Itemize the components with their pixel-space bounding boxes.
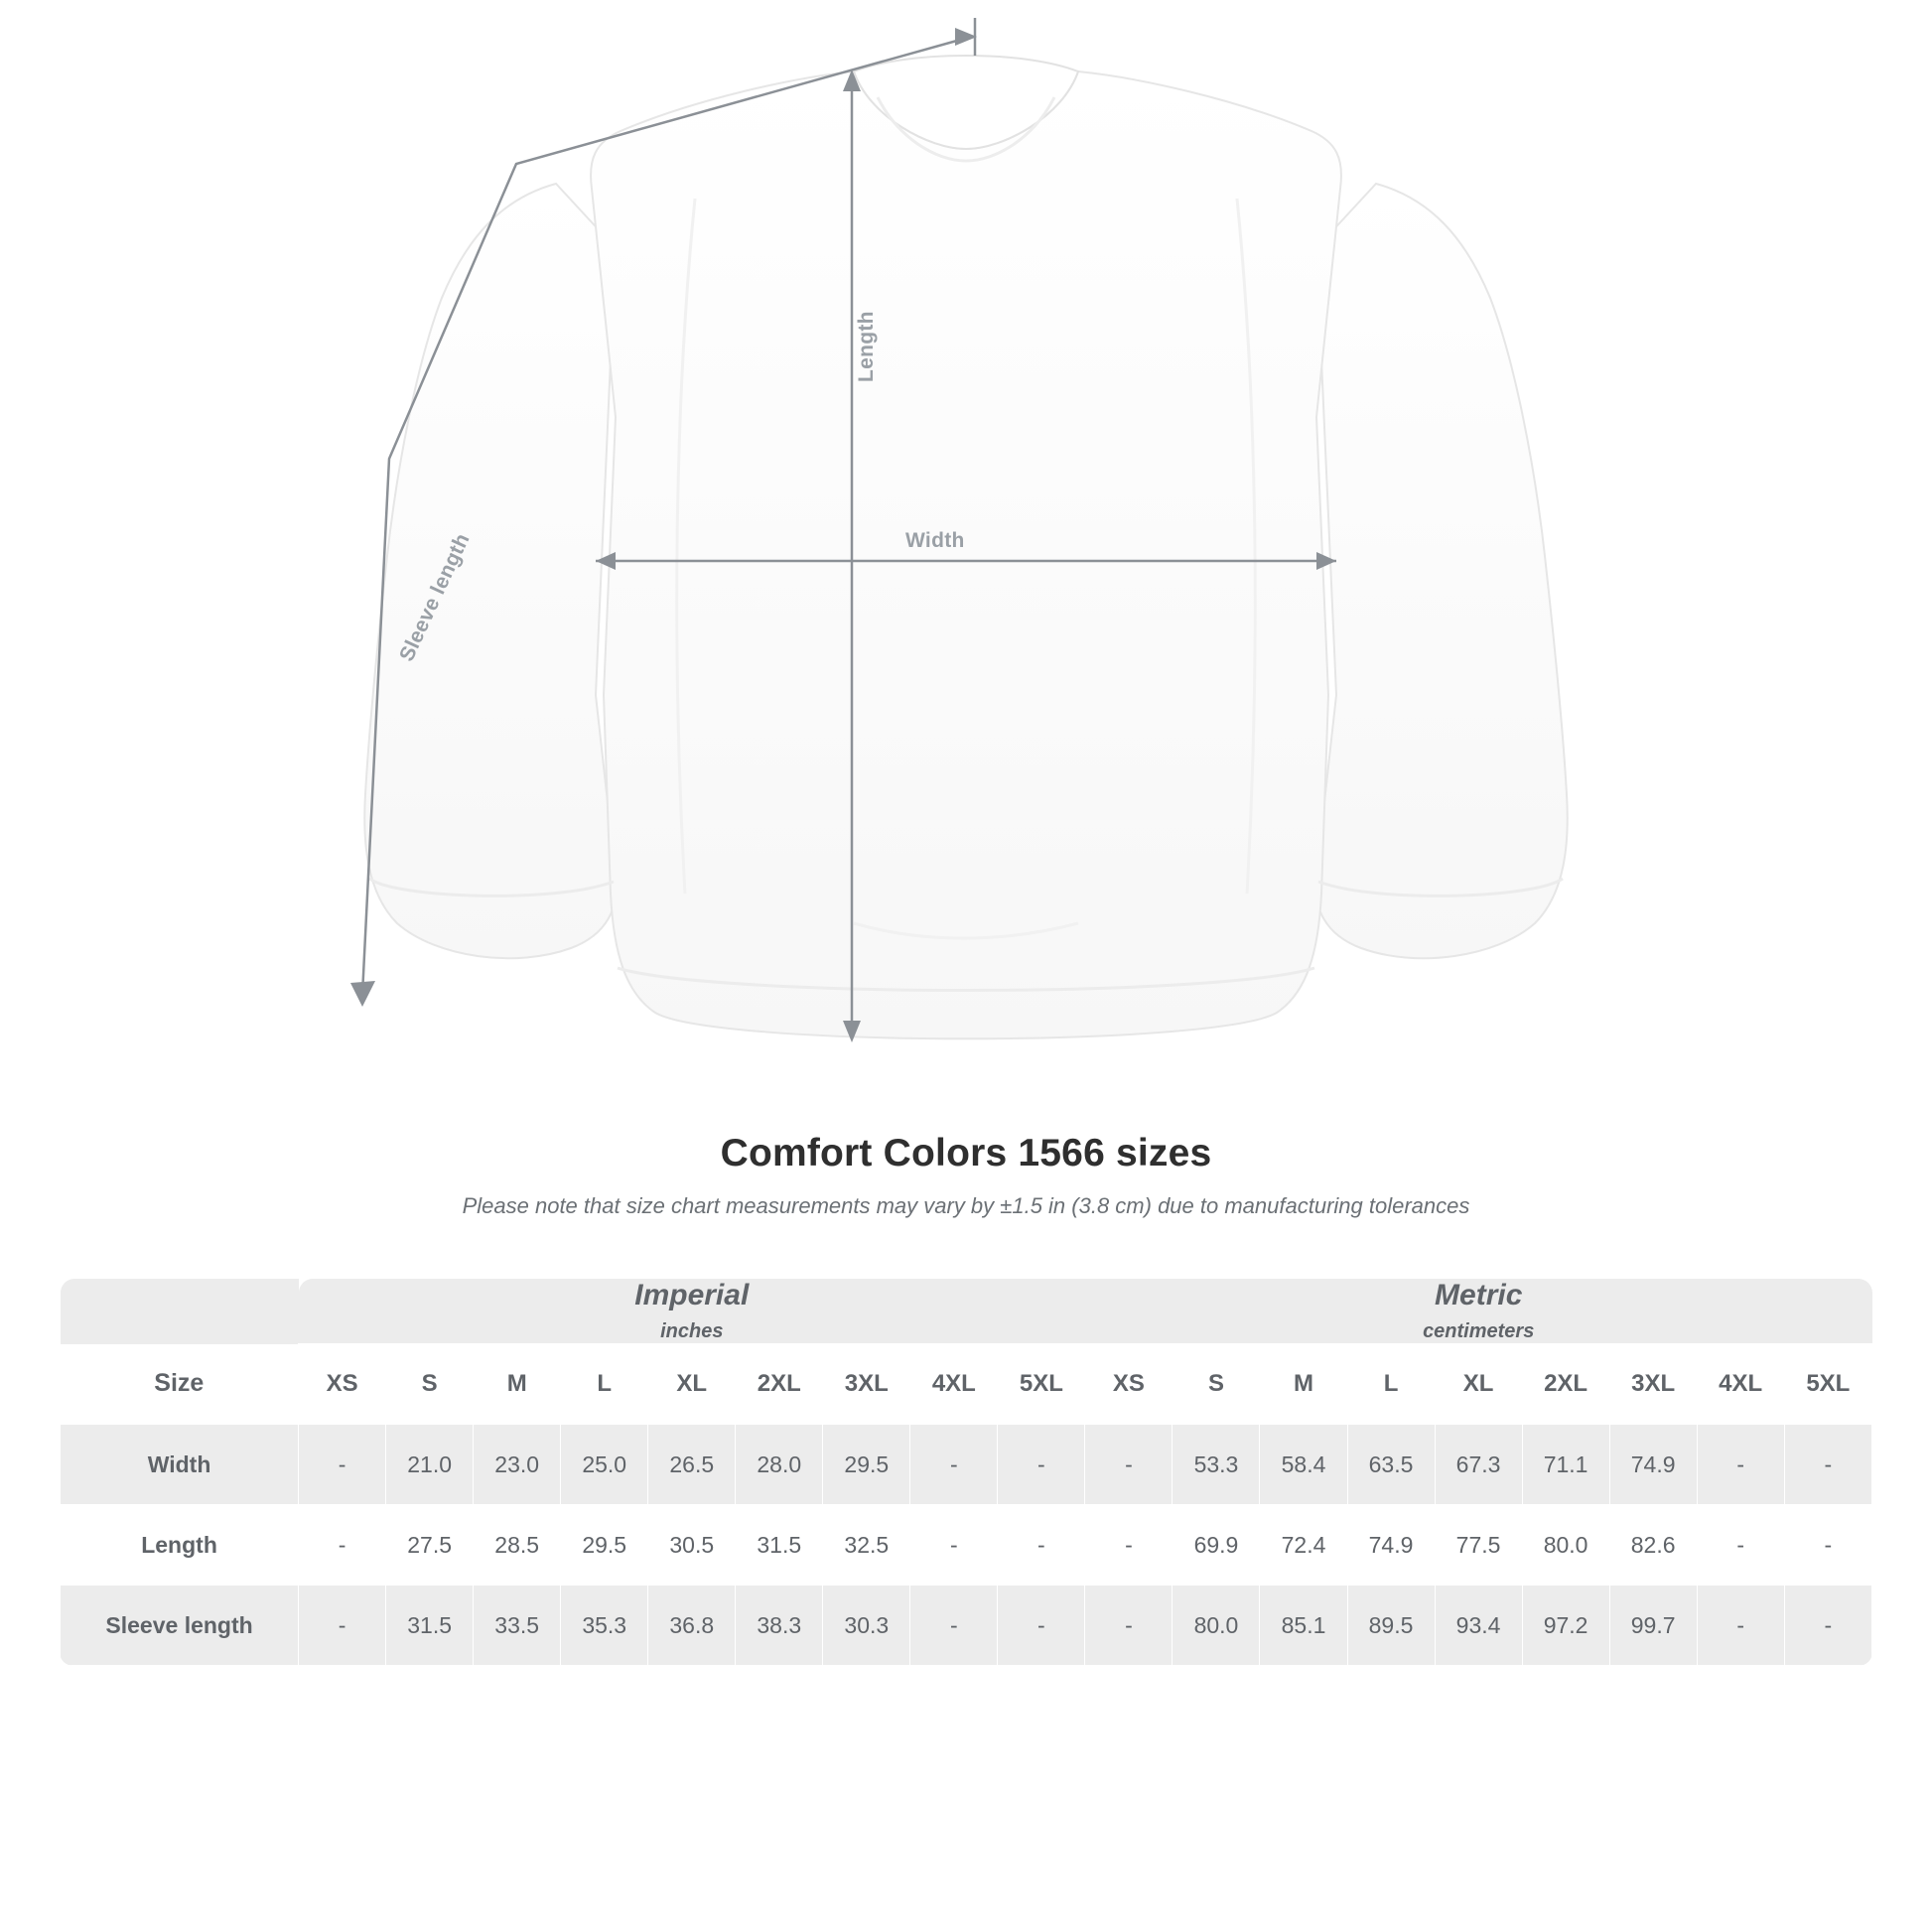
cell-width-metric-s: 53.3 bbox=[1173, 1425, 1260, 1505]
imperial-unit-cell bbox=[299, 1279, 1085, 1344]
header-metric-xs: XS bbox=[1085, 1344, 1173, 1425]
cell-length-imperial-5xl: - bbox=[998, 1505, 1085, 1586]
row-label-sleeve-length: Sleeve length bbox=[61, 1586, 299, 1666]
cell-width-imperial-2xl: 28.0 bbox=[736, 1425, 823, 1505]
header-metric-3xl: 3XL bbox=[1609, 1344, 1697, 1425]
cell-sleeve-metric-5xl: - bbox=[1784, 1586, 1871, 1666]
cell-sleeve-metric-2xl: 97.2 bbox=[1522, 1586, 1609, 1666]
cell-length-imperial-m: 28.5 bbox=[474, 1505, 561, 1586]
header-imperial-l: L bbox=[561, 1344, 648, 1425]
header-metric-5xl: 5XL bbox=[1784, 1344, 1871, 1425]
page-title: Comfort Colors 1566 sizes bbox=[720, 1132, 1212, 1174]
cell-sleeve-metric-xs: - bbox=[1085, 1586, 1173, 1666]
header-metric-m: M bbox=[1260, 1344, 1347, 1425]
size-table-wrapper bbox=[60, 1279, 1872, 1666]
cell-sleeve-imperial-5xl: - bbox=[998, 1586, 1085, 1666]
cell-width-metric-2xl: 71.1 bbox=[1522, 1425, 1609, 1505]
header-imperial-3xl: 3XL bbox=[823, 1344, 910, 1425]
cell-width-metric-xs: - bbox=[1085, 1425, 1173, 1505]
header-imperial-4xl: 4XL bbox=[910, 1344, 998, 1425]
cell-sleeve-imperial-xs: - bbox=[299, 1586, 386, 1666]
cell-length-imperial-3xl: 32.5 bbox=[823, 1505, 910, 1586]
cell-sleeve-imperial-l: 35.3 bbox=[561, 1586, 648, 1666]
size-chart-table bbox=[60, 1279, 1872, 1666]
cell-length-metric-4xl: - bbox=[1697, 1505, 1784, 1586]
row-label-width: Width bbox=[61, 1425, 299, 1505]
tolerance-note: Please note that size chart measurements may vary by ±1.5 in (3.8 cm) due to manufacturing tolerances bbox=[462, 1193, 1470, 1218]
cell-length-imperial-s: 27.5 bbox=[386, 1505, 474, 1586]
header-imperial-xs: XS bbox=[299, 1344, 386, 1425]
header-imperial-xl: XL bbox=[648, 1344, 736, 1425]
imperial-label: Imperial bbox=[634, 1279, 750, 1311]
cell-width-imperial-s: 21.0 bbox=[386, 1425, 474, 1505]
cell-length-metric-3xl: 82.6 bbox=[1609, 1505, 1697, 1586]
metric-sublabel: centimeters bbox=[1423, 1320, 1535, 1342]
cell-width-metric-4xl: - bbox=[1697, 1425, 1784, 1505]
cell-sleeve-imperial-m: 33.5 bbox=[474, 1586, 561, 1666]
cell-sleeve-metric-xl: 93.4 bbox=[1435, 1586, 1522, 1666]
header-metric-4xl: 4XL bbox=[1697, 1344, 1784, 1425]
cell-width-imperial-5xl: - bbox=[998, 1425, 1085, 1505]
unit-header-row bbox=[61, 1279, 1872, 1344]
cell-width-imperial-xs: - bbox=[299, 1425, 386, 1505]
cell-width-metric-l: 63.5 bbox=[1347, 1425, 1435, 1505]
cell-length-metric-xl: 77.5 bbox=[1435, 1505, 1522, 1586]
header-imperial-2xl: 2XL bbox=[736, 1344, 823, 1425]
cell-length-imperial-4xl: - bbox=[910, 1505, 998, 1586]
metric-label: Metric bbox=[1435, 1279, 1523, 1311]
table-row bbox=[61, 1425, 1872, 1505]
cell-sleeve-metric-4xl: - bbox=[1697, 1586, 1784, 1666]
title-block bbox=[0, 1132, 1932, 1219]
cell-length-imperial-xs: - bbox=[299, 1505, 386, 1586]
cell-length-metric-m: 72.4 bbox=[1260, 1505, 1347, 1586]
table-row bbox=[61, 1586, 1872, 1666]
size-header-row bbox=[61, 1344, 1872, 1425]
header-metric-s: S bbox=[1173, 1344, 1260, 1425]
cell-width-imperial-4xl: - bbox=[910, 1425, 998, 1505]
size-column-label: Size bbox=[61, 1344, 299, 1425]
cell-length-imperial-l: 29.5 bbox=[561, 1505, 648, 1586]
header-imperial-s: S bbox=[386, 1344, 474, 1425]
cell-width-metric-5xl: - bbox=[1784, 1425, 1871, 1505]
cell-length-metric-2xl: 80.0 bbox=[1522, 1505, 1609, 1586]
cell-width-metric-m: 58.4 bbox=[1260, 1425, 1347, 1505]
length-dimension-label: Length bbox=[855, 311, 878, 382]
cell-length-metric-s: 69.9 bbox=[1173, 1505, 1260, 1586]
header-metric-l: L bbox=[1347, 1344, 1435, 1425]
cell-sleeve-imperial-3xl: 30.3 bbox=[823, 1586, 910, 1666]
cell-sleeve-imperial-s: 31.5 bbox=[386, 1586, 474, 1666]
metric-unit-cell bbox=[1085, 1279, 1872, 1344]
cell-width-metric-3xl: 74.9 bbox=[1609, 1425, 1697, 1505]
cell-sleeve-imperial-4xl: - bbox=[910, 1586, 998, 1666]
cell-length-imperial-2xl: 31.5 bbox=[736, 1505, 823, 1586]
row-label-length: Length bbox=[61, 1505, 299, 1586]
cell-length-imperial-xl: 30.5 bbox=[648, 1505, 736, 1586]
cell-width-imperial-3xl: 29.5 bbox=[823, 1425, 910, 1505]
cell-sleeve-imperial-xl: 36.8 bbox=[648, 1586, 736, 1666]
header-metric-xl: XL bbox=[1435, 1344, 1522, 1425]
cell-width-imperial-xl: 26.5 bbox=[648, 1425, 736, 1505]
cell-sleeve-metric-m: 85.1 bbox=[1260, 1586, 1347, 1666]
cell-sleeve-imperial-2xl: 38.3 bbox=[736, 1586, 823, 1666]
sleeve-length-dimension-label: Sleeve length bbox=[395, 529, 475, 665]
cell-sleeve-metric-s: 80.0 bbox=[1173, 1586, 1260, 1666]
cell-width-imperial-l: 25.0 bbox=[561, 1425, 648, 1505]
cell-width-imperial-m: 23.0 bbox=[474, 1425, 561, 1505]
cell-sleeve-metric-l: 89.5 bbox=[1347, 1586, 1435, 1666]
cell-width-metric-xl: 67.3 bbox=[1435, 1425, 1522, 1505]
header-metric-2xl: 2XL bbox=[1522, 1344, 1609, 1425]
header-imperial-m: M bbox=[474, 1344, 561, 1425]
cell-length-metric-5xl: - bbox=[1784, 1505, 1871, 1586]
width-dimension-label: Width bbox=[905, 529, 965, 552]
header-imperial-5xl: 5XL bbox=[998, 1344, 1085, 1425]
cell-length-metric-l: 74.9 bbox=[1347, 1505, 1435, 1586]
cell-length-metric-xs: - bbox=[1085, 1505, 1173, 1586]
table-row bbox=[61, 1505, 1872, 1586]
unit-spacer-cell bbox=[61, 1279, 299, 1344]
cell-sleeve-metric-3xl: 99.7 bbox=[1609, 1586, 1697, 1666]
imperial-sublabel: inches bbox=[660, 1320, 724, 1342]
